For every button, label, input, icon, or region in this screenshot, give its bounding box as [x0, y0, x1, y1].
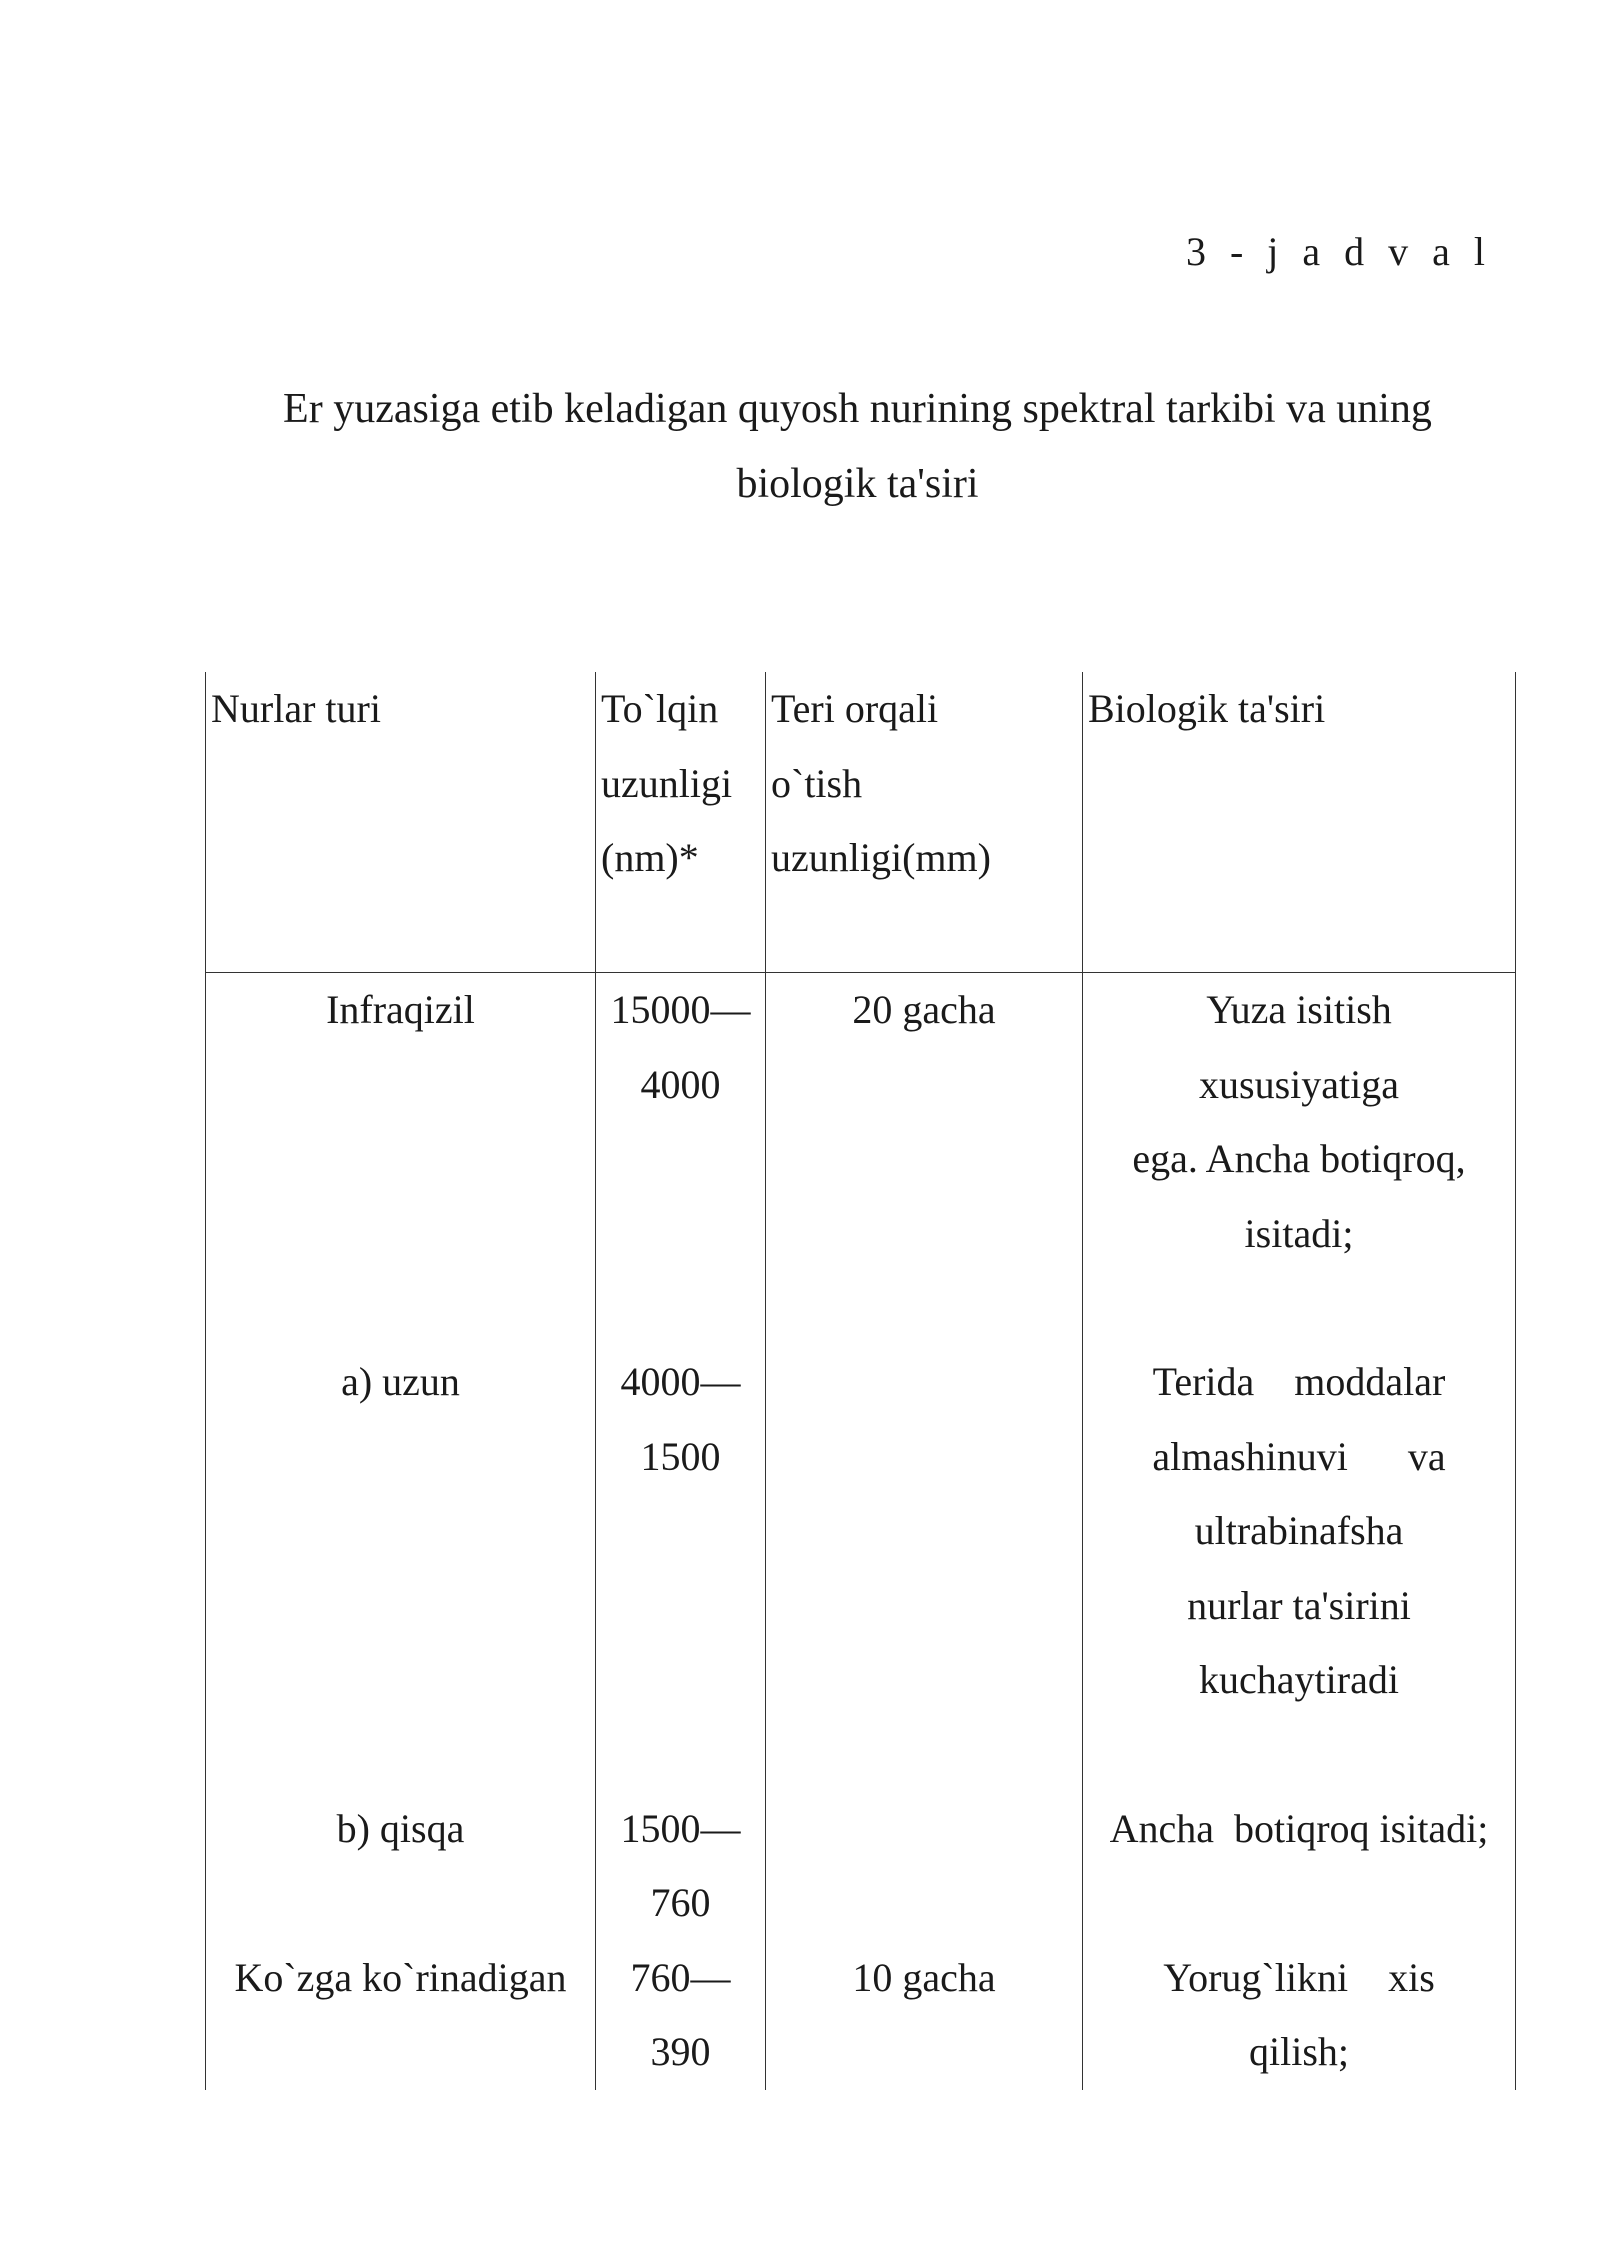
cell-wavelength — [596, 1792, 766, 1941]
header-ray-type — [206, 672, 596, 973]
table-row — [206, 973, 1516, 1346]
cell-wavelength — [596, 1345, 766, 1792]
header-penetration — [766, 672, 1083, 973]
cell-biological-effect — [1083, 1941, 1516, 2090]
cell-text: 1500 — [640, 1433, 721, 1479]
spectral-table — [205, 672, 1516, 2090]
cell-ray-type — [206, 1941, 596, 2090]
cell-text: qilish; — [1248, 2029, 1350, 2074]
cell-text: xususiyatiga — [1199, 1061, 1399, 1107]
cell-text: 760— — [630, 1954, 731, 2000]
header-biological-effect — [1083, 672, 1516, 973]
cell-text: Yorug`likni xis — [1163, 1954, 1435, 2000]
header-text: Nurlar turi — [211, 686, 381, 731]
cell-ray-type — [206, 1345, 596, 1792]
table-title-line-2: biologik ta'siri — [736, 461, 979, 507]
cell-text: kuchaytiradi — [1199, 1657, 1399, 1702]
cell-text: 20 gacha — [852, 987, 996, 1032]
table-row — [206, 1941, 1516, 2090]
cell-text: Yuza isitish — [1206, 987, 1392, 1032]
cell-penetration — [766, 973, 1083, 1346]
header-text: (nm)* — [601, 835, 699, 880]
cell-penetration — [766, 1345, 1083, 1792]
cell-text: almashinuvi va — [1152, 1433, 1446, 1479]
header-text: o`tish — [771, 760, 863, 806]
table-row — [206, 1792, 1516, 1941]
cell-text: Infraqizil — [326, 987, 475, 1032]
cell-ray-type — [206, 973, 596, 1346]
header-text: Biologik ta'siri — [1088, 686, 1326, 731]
cell-text: 760 — [650, 1880, 711, 1925]
table-title — [250, 372, 1465, 522]
cell-text: 15000— — [610, 987, 751, 1032]
header-text: Teri orqali — [771, 686, 939, 731]
table-title-line-1: Er yuzasiga etib keladigan quyosh nurining spektral tarkibi va uning — [283, 386, 1432, 432]
cell-text: 1500— — [620, 1805, 741, 1851]
cell-text: 4000 — [640, 1061, 721, 1107]
cell-text: ega. Ancha botiqroq, — [1132, 1136, 1466, 1181]
cell-biological-effect — [1083, 1792, 1516, 1941]
cell-text: 4000— — [620, 1359, 741, 1404]
cell-text: 10 gacha — [852, 1954, 996, 2000]
cell-text: ultrabinafsha — [1194, 1508, 1404, 1553]
cell-wavelength — [596, 973, 766, 1346]
cell-text: 390 — [650, 2029, 711, 2074]
cell-text: Ko`zga ko`rinadigan — [234, 1954, 567, 2000]
cell-biological-effect — [1083, 1345, 1516, 1792]
table-number-label: 3 - j a d v a l — [1185, 229, 1492, 274]
cell-wavelength — [596, 1941, 766, 2090]
table-row — [206, 1345, 1516, 1792]
header-wavelength — [596, 672, 766, 973]
cell-text: isitadi; — [1244, 1210, 1354, 1256]
cell-text: nurlar ta'sirini — [1187, 1582, 1411, 1628]
table-header-row — [206, 672, 1516, 973]
header-text: uzunligi — [601, 760, 733, 806]
cell-penetration — [766, 1792, 1083, 1941]
cell-text: a) uzun — [341, 1359, 460, 1404]
header-text: uzunligi(mm) — [771, 835, 991, 880]
cell-text: Terida moddalar — [1152, 1359, 1446, 1404]
cell-text: Ancha botiqroq isitadi; — [1109, 1805, 1489, 1851]
cell-text: b) qisqa — [336, 1805, 465, 1851]
cell-ray-type — [206, 1792, 596, 1941]
cell-penetration — [766, 1941, 1083, 2090]
header-text: To`lqin — [601, 686, 719, 731]
cell-biological-effect — [1083, 973, 1516, 1346]
